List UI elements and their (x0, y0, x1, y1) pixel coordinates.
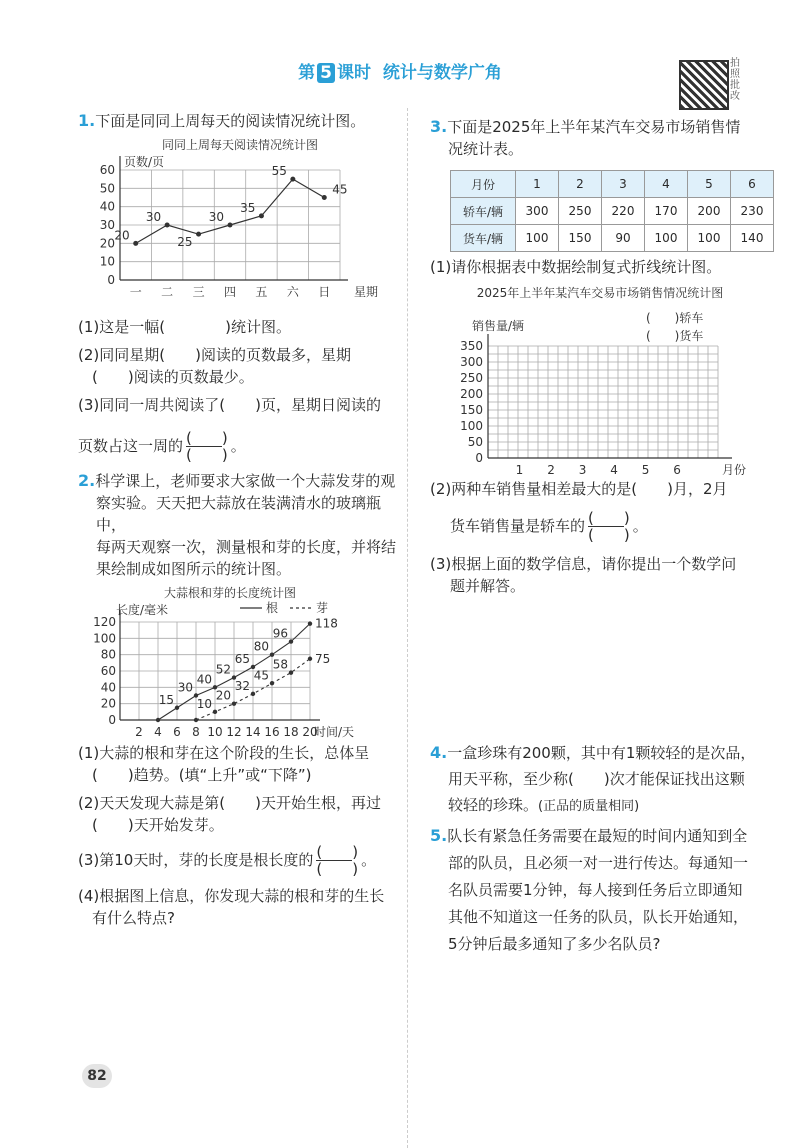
table-header-cell: 月份 (451, 171, 516, 198)
x-tick-label: 10 (207, 725, 223, 739)
y-axis-label: 销售量/辆 (472, 319, 525, 333)
x-tick-label: 4 (154, 725, 162, 739)
table-cell: 140 (731, 225, 774, 252)
data-label: 45 (253, 668, 269, 683)
x-tick-label: 日 (318, 285, 331, 299)
x-tick-label: 12 (226, 725, 242, 739)
lesson-title: 统计与数学广角 (382, 63, 502, 83)
q3-part-3: (3)根据上面的数学信息，请你提出一个数学问 (430, 555, 737, 573)
question-5 (430, 822, 780, 958)
lesson-suffix: 课时 (337, 63, 371, 83)
y-tick-label: 100 (93, 631, 116, 646)
y-tick-label: 30 (99, 218, 115, 232)
table-cell: 轿车/辆 (451, 198, 516, 225)
q3-line-1: 下面是2025年上半年某汽车交易市场销售情 (447, 118, 741, 136)
question-2-stem (78, 470, 408, 580)
q2-part-2b: ( )天开始发芽。 (92, 816, 224, 834)
x-tick-label: 2 (547, 463, 555, 477)
data-point (165, 223, 170, 228)
table-cell: 300 (516, 198, 559, 225)
lesson-number: 5 (317, 63, 335, 83)
q2-part-4: (4)根据图上信息，你发现大蒜的根和芽的生长 (78, 887, 385, 905)
chart3-blank-grid (440, 304, 760, 479)
data-point (308, 657, 312, 661)
x-tick-label: 一 (129, 285, 142, 299)
table-row (451, 198, 774, 225)
data-label: 10 (196, 696, 212, 711)
data-label: 40 (196, 672, 212, 687)
table-cell: 100 (645, 225, 688, 252)
chart2-garlic-line (90, 600, 400, 740)
table-row (451, 225, 774, 252)
question-1-stem (78, 110, 408, 132)
data-point (133, 241, 138, 246)
table-cell: 90 (602, 225, 645, 252)
data-label: 80 (253, 639, 269, 654)
y-tick-label: 0 (475, 451, 483, 465)
data-point (175, 706, 179, 710)
q2-part-1b: ( )趋势。(填“上升”或“下降”) (92, 766, 312, 784)
y-tick-label: 300 (460, 355, 483, 369)
q2-part-3-line: (3)第10天时，芽的长度是根长度的 $\frac{( )}{( )}$ 。 (78, 843, 377, 878)
y-tick-label: 40 (99, 199, 115, 214)
question-4 (430, 740, 780, 820)
table-header-cell: 6 (731, 171, 774, 198)
table-cell: 150 (559, 225, 602, 252)
q1-part-3b-line: 页数占这一周的 $\frac{( )}{( )}$ 。 (78, 429, 246, 464)
x-tick-label: 20 (302, 725, 318, 739)
page-number: 82 (82, 1064, 112, 1088)
y-tick-label: 20 (99, 236, 115, 251)
x-tick-label: 1 (515, 463, 524, 477)
data-point (194, 718, 198, 722)
series-line (136, 179, 325, 243)
fraction-top: ( ) (588, 509, 630, 527)
q3-line-2: 况统计表。 (448, 140, 524, 158)
q3-part-2: (2)两种车销售量相差最大的是( )月，2月 (430, 480, 728, 498)
data-label: 75 (315, 651, 331, 666)
y-tick-label: 200 (460, 387, 483, 401)
data-point (196, 232, 201, 237)
q5-line-1: 队长有紧急任务需要在最短的时间内通知到全 (447, 827, 748, 845)
table-row (451, 171, 774, 198)
table-header-cell: 1 (516, 171, 559, 198)
legend-entry: ( )货车 (646, 329, 704, 343)
x-tick-label: 18 (283, 725, 299, 739)
y-tick-label: 100 (460, 419, 483, 433)
qr-code-icon[interactable] (679, 60, 729, 110)
q2-part-4b: 有什么特点? (92, 909, 175, 927)
data-point (322, 195, 327, 200)
fraction-bottom: ( ) (588, 526, 630, 544)
x-tick-label: 六 (286, 285, 299, 299)
question-1-number: 1. (78, 111, 96, 130)
data-label: 65 (234, 651, 250, 666)
fraction-blank (588, 510, 630, 543)
data-label: 52 (215, 662, 231, 677)
table-header-cell: 4 (645, 171, 688, 198)
data-label: 45 (332, 182, 348, 197)
data-point (213, 710, 217, 714)
q5-line-4: 其他不知道这一任务的队员，队长开始通知， (448, 908, 749, 926)
q2-part-3: (3)第10天时，芽的长度是根长度的 (78, 851, 314, 869)
table-cell: 230 (731, 198, 774, 225)
data-label: 35 (240, 200, 256, 215)
data-label: 30 (177, 680, 193, 695)
q5-line-3: 名队员需要1分钟，每人接到任务后立即通知 (448, 881, 743, 899)
y-tick-label: 50 (99, 181, 115, 196)
fraction-blank (316, 844, 358, 877)
q5-line-2: 部的队员，且必须一对一进行传达。每通知一 (448, 854, 749, 872)
y-tick-label: 60 (100, 664, 116, 678)
data-label: 30 (208, 210, 224, 224)
table-header-cell: 2 (559, 171, 602, 198)
data-point (290, 177, 295, 182)
table-cell: 100 (516, 225, 559, 252)
question-2-number: 2. (78, 471, 96, 490)
table-cell: 200 (688, 198, 731, 225)
table-cell: 170 (645, 198, 688, 225)
q1-part-3b: 页数占这一周的 (78, 437, 184, 455)
y-tick-label: 60 (99, 163, 115, 177)
question-5-number: 5. (430, 826, 448, 845)
question-3-stem (430, 116, 770, 160)
y-tick-label: 0 (108, 713, 116, 727)
data-point (156, 718, 160, 722)
q1-part-1: (1)这是一幅( )统计图。 (78, 318, 291, 336)
q3-part-1: (1)请你根据表中数据绘制复式折线统计图。 (430, 258, 722, 276)
fraction-blank (186, 430, 228, 463)
q3-part-2b-line: 货车销售量是轿车的 $\frac{( )}{( )}$ 。 (450, 509, 648, 544)
y-tick-label: 10 (99, 254, 115, 269)
chart1-reading-line (80, 152, 380, 312)
table-header-cell: 3 (602, 171, 645, 198)
data-point (289, 670, 293, 674)
data-label: 25 (177, 235, 193, 250)
x-tick-label: 14 (245, 725, 261, 739)
legend-root-label: 根 (266, 601, 279, 615)
x-tick-label: 3 (578, 463, 587, 477)
data-label: 96 (272, 626, 288, 641)
question-3-parts (430, 478, 770, 597)
x-axis-label: 星期 (354, 285, 379, 299)
data-point (259, 213, 264, 218)
qr-label: 拍照批改 (730, 58, 740, 102)
q3-part-2b: 货车销售量是轿车的 (450, 517, 586, 535)
x-tick-label: 16 (264, 725, 280, 739)
y-axis-label: 页数/页 (124, 155, 165, 169)
table-cell: 250 (559, 198, 602, 225)
q4-line-3: 较轻的珍珠。 (448, 796, 539, 814)
question-1-text: 下面是同同上周每天的阅读情况统计图。 (95, 112, 366, 130)
y-tick-label: 40 (100, 680, 116, 695)
q2-line-2: 察实验。天天把大蒜放在装满清水的玻璃瓶中， (96, 494, 382, 534)
data-point (228, 223, 233, 228)
x-axis-label: 时间/天 (314, 725, 355, 739)
y-tick-label: 80 (100, 647, 116, 662)
chart1-title: 同同上周每天阅读情况统计图 (161, 138, 318, 152)
q2-line-1: 科学课上，老师要求大家做一个大蒜发芽的观 (95, 472, 396, 490)
legend-entry: ( )轿车 (646, 311, 704, 325)
x-tick-label: 8 (192, 725, 200, 739)
q4-note: (正品的质量相同) (538, 799, 640, 814)
x-tick-label: 4 (610, 463, 618, 477)
x-tick-label: 5 (641, 463, 650, 477)
y-tick-label: 350 (460, 339, 483, 353)
table-cell: 100 (688, 225, 731, 252)
question-2-parts (78, 742, 408, 929)
q1-part-3: (3)同同一周共阅读了( )页，星期日阅读的 (78, 396, 381, 414)
q4-line-2: 用天平称，至少称( )次才能保证找出这颗 (448, 770, 745, 788)
lesson-prefix: 第 (298, 63, 316, 83)
chart3-title: 2025年上半年某汽车交易市场销售情况统计图 (476, 286, 724, 300)
y-tick-label: 150 (460, 403, 483, 417)
y-tick-label: 250 (460, 371, 483, 385)
question-3-number: 3. (430, 117, 448, 136)
chart2-title: 大蒜根和芽的长度统计图 (163, 586, 296, 600)
x-tick-label: 四 (223, 285, 237, 299)
x-tick-label: 二 (161, 285, 174, 299)
data-label: 20 (215, 688, 231, 703)
data-label: 55 (271, 164, 287, 179)
fraction-bottom: ( ) (186, 446, 228, 464)
x-tick-label: 6 (673, 463, 681, 477)
fraction-top: ( ) (316, 843, 359, 861)
data-label: 15 (158, 692, 174, 707)
x-tick-label: 2 (135, 725, 143, 739)
y-tick-label: 50 (467, 435, 483, 449)
x-axis-label: 月份 (722, 463, 747, 477)
column-divider (407, 108, 408, 1148)
table-header-cell: 5 (688, 171, 731, 198)
data-point (232, 701, 236, 705)
x-tick-label: 五 (255, 285, 268, 299)
table-cell: 220 (602, 198, 645, 225)
q2-part-1: (1)大蒜的根和芽在这个阶段的生长，总体呈 (78, 744, 370, 762)
data-label: 20 (114, 228, 130, 243)
question-1-parts (78, 316, 408, 463)
data-point (251, 692, 255, 696)
x-tick-label: 6 (173, 725, 181, 739)
q5-line-5: 5分钟后最多通知了多少名队员? (448, 935, 661, 953)
legend-sprout-label: 芽 (316, 601, 329, 615)
q2-line-3: 每两天观察一次，测量根和芽的长度，并将结 (96, 538, 397, 556)
data-point (270, 681, 274, 685)
q2-line-4: 果绘制成如图所示的统计图。 (96, 560, 292, 578)
y-tick-label: 0 (107, 273, 115, 287)
data-label: 30 (145, 210, 162, 224)
sales-table (450, 170, 774, 252)
fraction-bottom: ( ) (316, 860, 359, 878)
question-4-number: 4. (430, 743, 448, 762)
q4-line-1: 一盒珍珠有200颗，其中有1颗较轻的是次品， (447, 744, 756, 762)
data-point (289, 639, 293, 643)
data-point (308, 621, 312, 625)
q1-part-2b: ( )阅读的页数最少。 (92, 368, 254, 386)
q1-part-2: (2)同同星期( )阅读的页数最多，星期 (78, 346, 351, 364)
data-label: 32 (234, 678, 250, 693)
q3-part-3b: 题并解答。 (450, 577, 526, 595)
y-axis-label: 长度/毫米 (116, 603, 169, 617)
data-label: 118 (315, 616, 338, 631)
data-label: 58 (272, 657, 288, 672)
y-tick-label: 20 (100, 696, 116, 711)
y-tick-label: 120 (93, 615, 116, 629)
table-cell: 货车/辆 (451, 225, 516, 252)
q2-part-2: (2)天天发现大蒜是第( )天开始生根，再过 (78, 794, 381, 812)
fraction-top: ( ) (186, 429, 228, 447)
data-point (270, 652, 274, 656)
x-tick-label: 三 (192, 285, 205, 299)
